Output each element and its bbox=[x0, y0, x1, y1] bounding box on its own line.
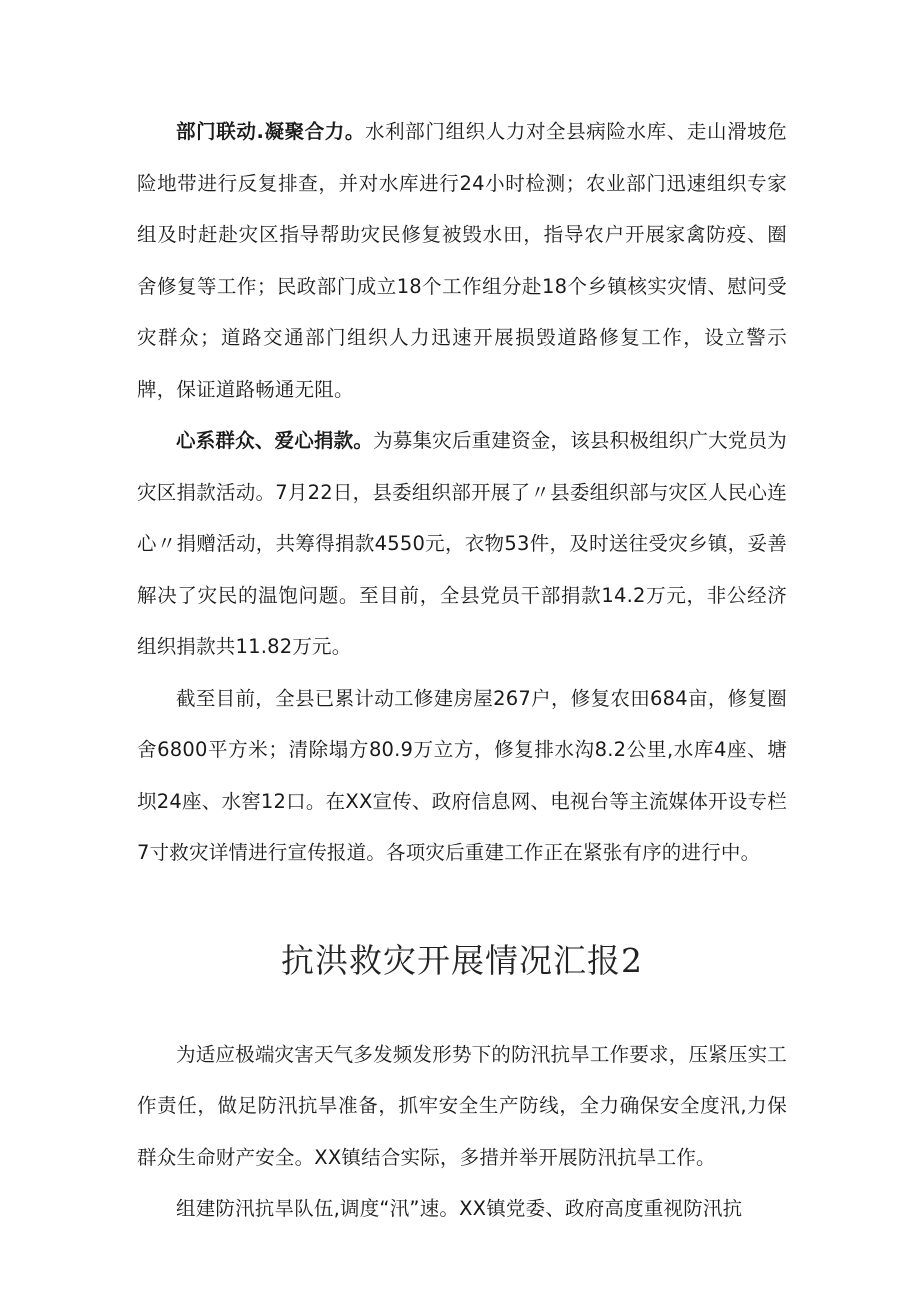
paragraph-lead: 部门联动.凝聚合力。 bbox=[176, 120, 366, 143]
section-title: 抗洪救灾开展情况汇报2 bbox=[281, 940, 643, 980]
paragraph-text: 截至目前，全县已累计动工修建房屋267户，修复农田684亩，修复圈舍6800平方米；清除塌方80.9万立方，修复排水沟8.2公里,水库4座、塘坝24座、水窖12口。在XX宣传、政府信息网、电视台等主流媒体开设专栏7寸救灾详情进行宣传报道。各项灾后重建工作正在紧张有序的进行中。 bbox=[137, 686, 787, 864]
paragraph-text: 组建防汛抗旱队伍,调度“汛”速。XX镇党委、政府高度重视防汛抗 bbox=[176, 1197, 743, 1220]
paragraph-intro bbox=[137, 1029, 787, 1184]
paragraph-team-building bbox=[137, 1183, 787, 1235]
paragraph-text: 为适应极端灾害天气多发频发形势下的防汛抗旱工作要求，压紧压实工作责任，做足防汛抗旱准备，抓牢安全生产防线，全力确保安全度汛,力保群众生命财产安全。XX镇结合实际，多措并举开展防汛抗旱工作。 bbox=[137, 1042, 787, 1169]
paragraph-lead: 心系群众、爱心捐款。 bbox=[176, 429, 374, 452]
paragraph-text: 为募集灾后重建资金，该县积极组织广大党员为灾区捐款活动。7月22日，县委组织部开展了〃县委组织部与灾区人民心连心〃捐赠活动，共筹得捐款4550元，衣物53件，及时送往受灾乡镇，妥善解决了灾民的温饱问题。至目前，全县党员干部捐款14.2万元，非公经济组织捐款共11.82万元。 bbox=[137, 429, 787, 658]
paragraph-department-coordination bbox=[137, 106, 787, 415]
paragraph-progress-summary bbox=[137, 673, 787, 879]
paragraph-donation bbox=[137, 415, 787, 673]
document-page bbox=[137, 106, 787, 1235]
paragraph-text: 水利部门组织人力对全县病险水库、走山滑坡危险地带进行反复排查，并对水库进行24小时检测；农业部门迅速组织专家组及时赶赴灾区指导帮助灾民修复被毁水田，指导农户开展家禽防疫、圈舍修复等工作；民政部门成立18个工作组分赴18个乡镇核实灾情、慰问受灾群众；道路交通部门组织人力迅速开展损毁道路修复工作，设立警示牌，保证道路畅通无阻。 bbox=[137, 120, 787, 401]
